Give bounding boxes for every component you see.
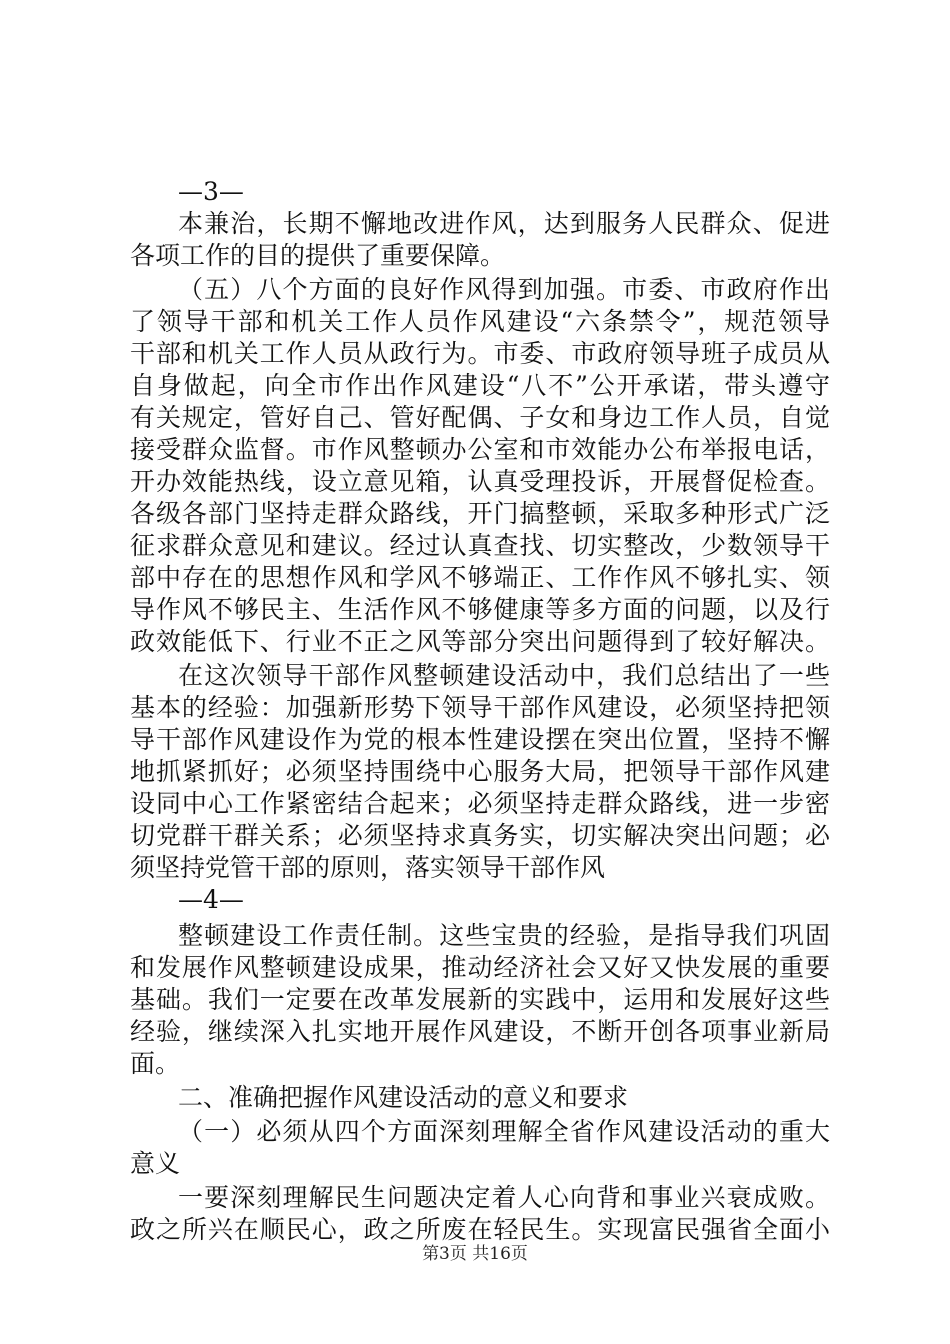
text-line: 开办效能热线，设立意见箱，认真受理投诉，开展督促检查。 <box>130 467 830 496</box>
text-line: 地抓紧抓好；必须坚持围绕中心服务大局，把领导干部作风建 <box>130 757 830 786</box>
text-line: 面。 <box>130 1049 181 1078</box>
text-line: 基础。我们一定要在改革发展新的实践中，运用和发展好这些 <box>130 985 830 1014</box>
text-line: 各级各部门坚持走群众路线，开门搞整顿，采取多种形式广泛 <box>130 499 830 528</box>
text-line: 设同中心工作紧密结合起来；必须坚持走群众路线，进一步密 <box>130 789 830 818</box>
subsection-heading: 意义 <box>130 1149 181 1178</box>
text-line: 和发展作风整顿建设成果，推动经济社会又好又快发展的重要 <box>130 953 830 982</box>
page-marker: —3— <box>178 177 244 206</box>
text-line: 本兼治，长期不懈地改进作风，达到服务人民群众、促进 <box>178 209 830 238</box>
subsection-heading: （一）必须从四个方面深刻理解全省作风建设活动的重大 <box>178 1117 830 1146</box>
text-line: （五）八个方面的良好作风得到加强。市委、市政府作出 <box>178 275 830 304</box>
text-line: 了领导干部和机关工作人员作风建设“六条禁令”，规范领导 <box>130 307 830 336</box>
section-heading: 二、准确把握作风建设活动的意义和要求 <box>178 1083 629 1112</box>
text-line: 导干部作风建设作为党的根本性建设摆在突出位置，坚持不懈 <box>130 725 830 754</box>
text-line: 干部和机关工作人员从政行为。市委、市政府领导班子成员从 <box>130 339 830 368</box>
text-line: 有关规定，管好自己、管好配偶、子女和身边工作人员，自觉 <box>130 403 830 432</box>
page-marker: —4— <box>178 885 244 914</box>
text-line: 部中存在的思想作风和学风不够端正、工作作风不够扎实、领 <box>130 563 830 592</box>
page-footer: 第3页 共16页 <box>422 1244 528 1264</box>
text-line: 政之所兴在顺民心，政之所废在轻民生。实现富民强省全面小 <box>130 1215 830 1244</box>
text-line: 基本的经验：加强新形势下领导干部作风建设，必须坚持把领 <box>130 693 830 722</box>
text-line: 自身做起，向全市作出作风建设“八不”公开承诺，带头遵守 <box>130 371 830 400</box>
text-line: 各项工作的目的提供了重要保障。 <box>130 241 506 270</box>
text-line: 经验，继续深入扎实地开展作风建设，不断开创各项事业新局 <box>130 1017 830 1046</box>
text-line: 整顿建设工作责任制。这些宝贵的经验，是指导我们巩固 <box>178 921 830 950</box>
text-line: 导作风不够民主、生活作风不够健康等多方面的问题，以及行 <box>130 595 830 624</box>
text-line: 一要深刻理解民生问题决定着人心向背和事业兴衰成败。 <box>178 1183 830 1212</box>
text-line: 须坚持党管干部的原则，落实领导干部作风 <box>130 853 606 882</box>
text-line: 征求群众意见和建议。经过认真查找、切实整改，少数领导干 <box>130 531 830 560</box>
text-line: 切党群干群关系；必须坚持求真务实，切实解决突出问题；必 <box>130 821 830 850</box>
text-line: 在这次领导干部作风整顿建设活动中，我们总结出了一些 <box>178 661 830 690</box>
text-line: 政效能低下、行业不正之风等部分突出问题得到了较好解决。 <box>130 627 830 656</box>
text-line: 接受群众监督。市作风整顿办公室和市效能办公布举报电话， <box>130 435 830 464</box>
